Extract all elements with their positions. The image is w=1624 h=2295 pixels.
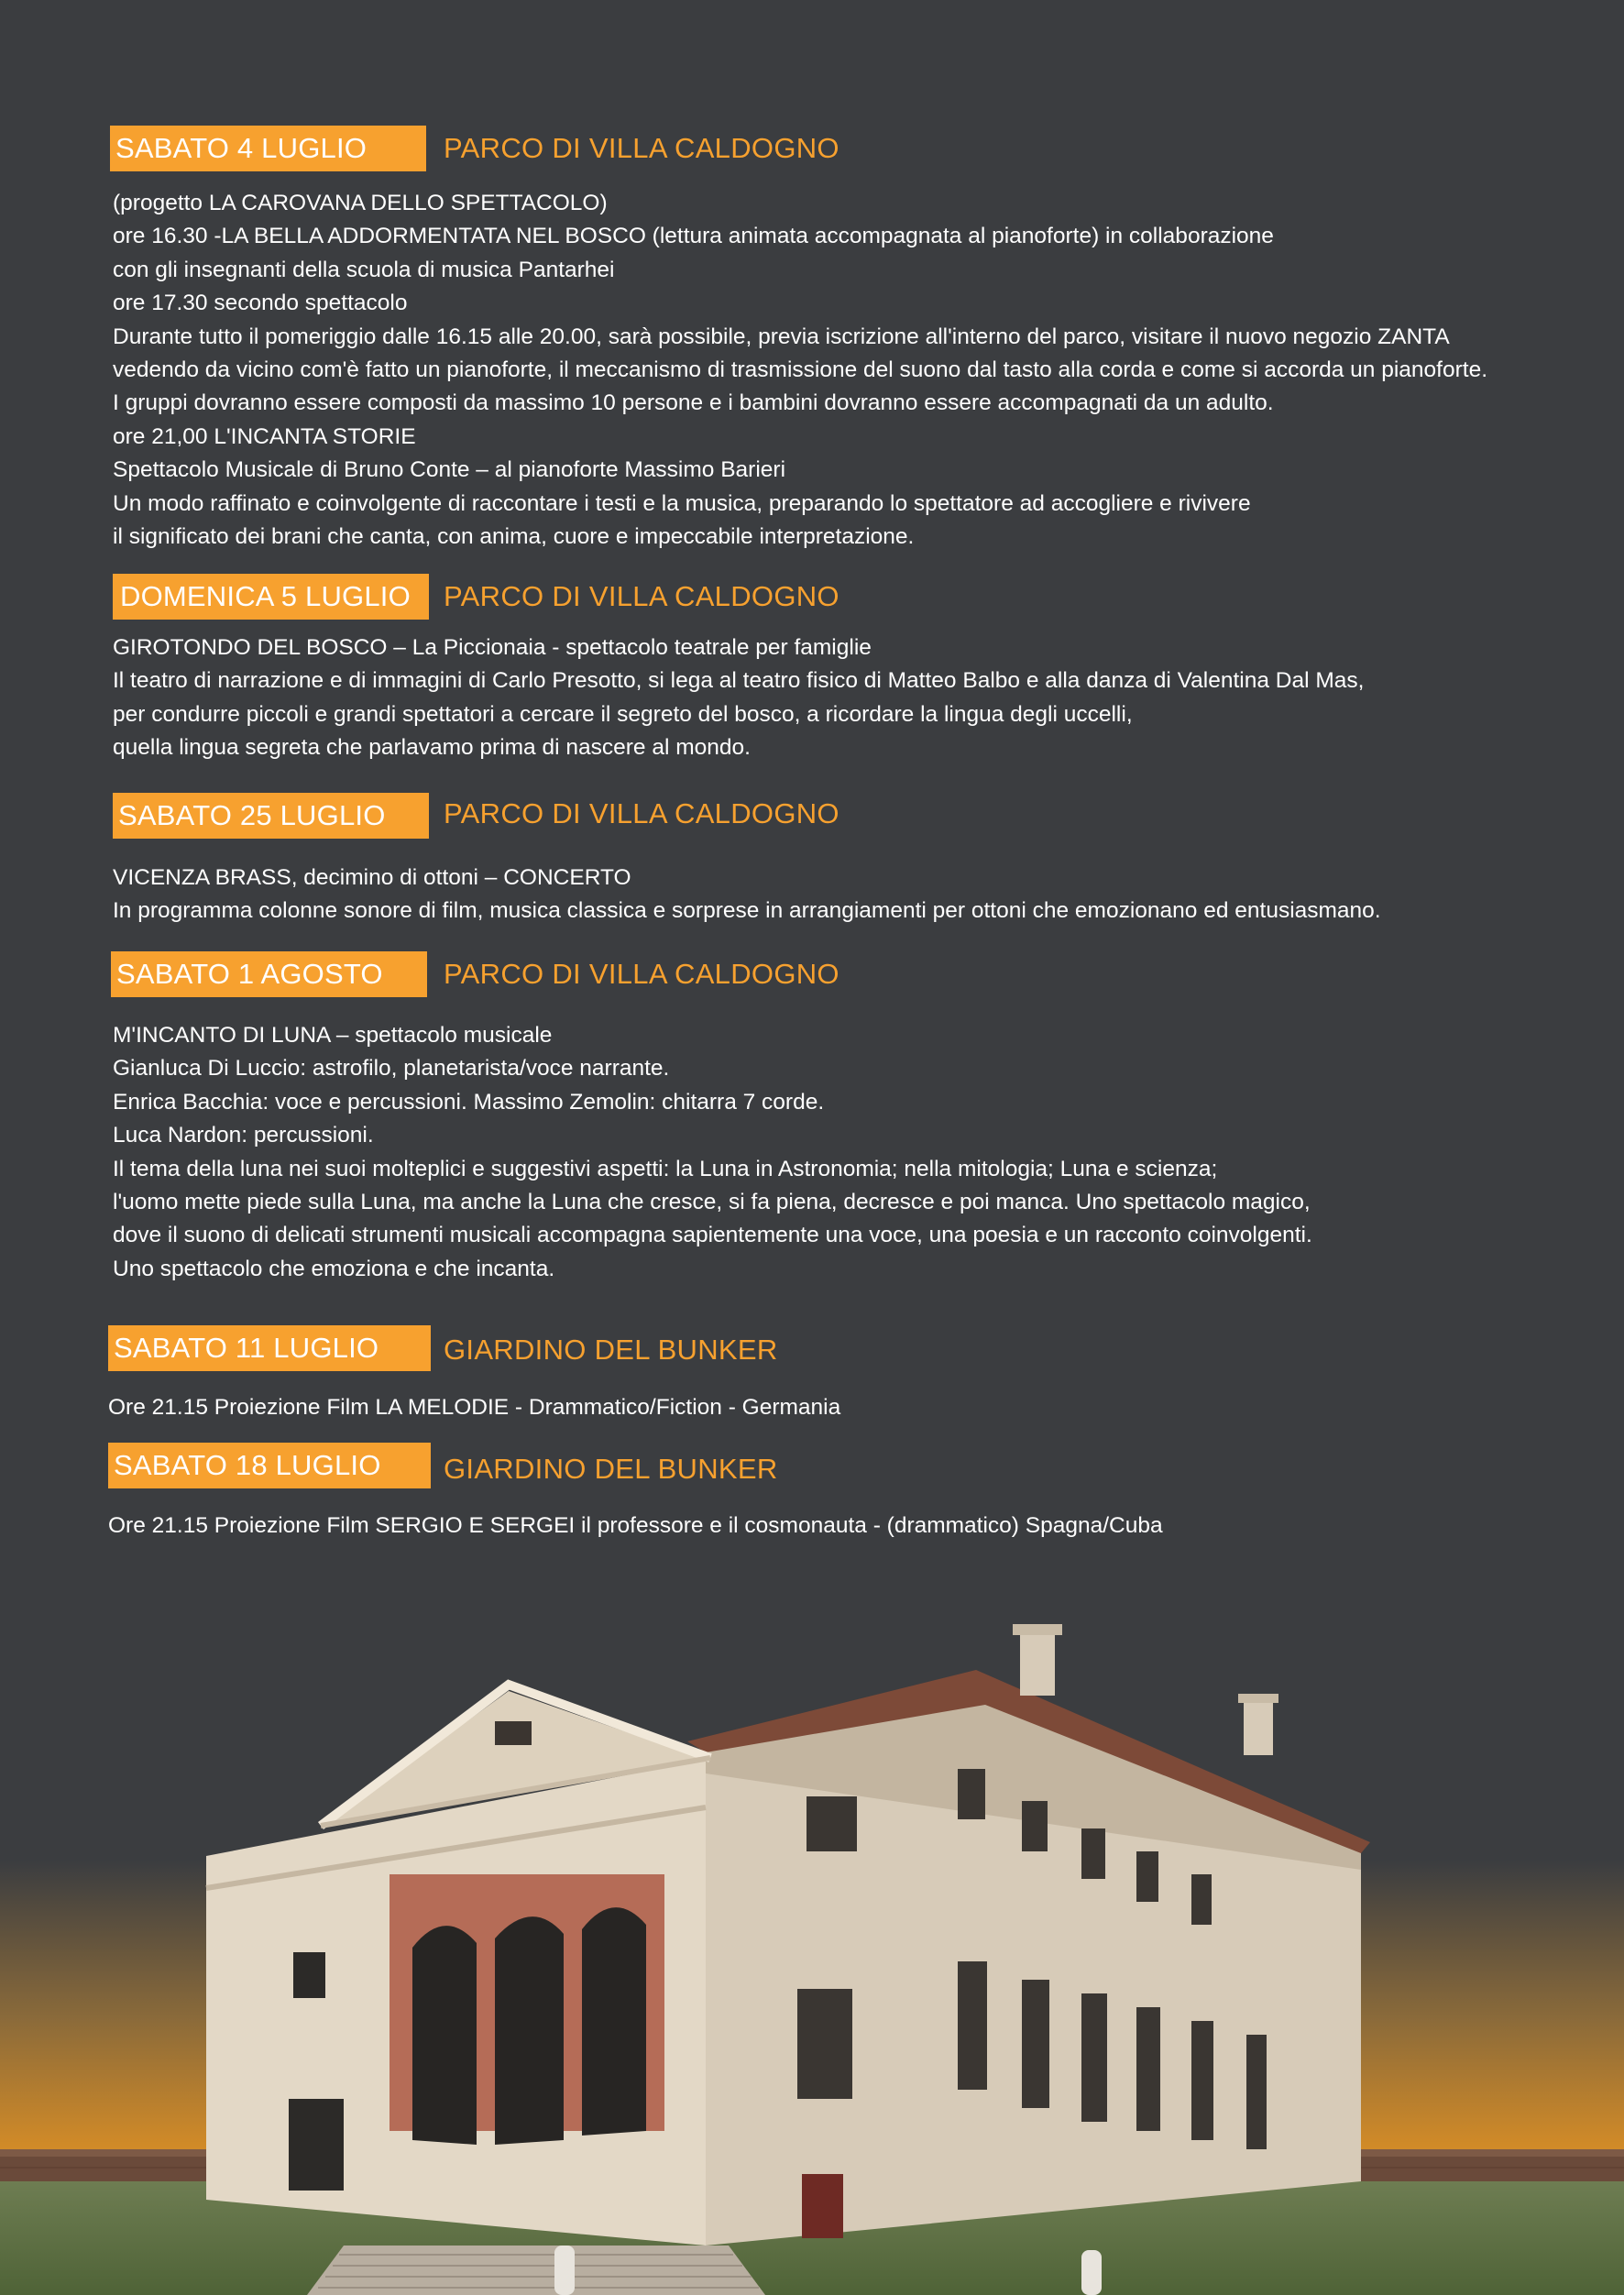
event-description: [113, 631, 1364, 765]
event-line: per condurre piccoli e grandi spettatori a cercare il segreto del bosco, a ricordare la lingua degli uccelli,: [113, 701, 1133, 727]
event-date-badge: SABATO 25 LUGLIO: [113, 793, 429, 839]
event-venue: PARCO DI VILLA CALDOGNO: [444, 132, 839, 164]
event-venue: PARCO DI VILLA CALDOGNO: [444, 580, 839, 612]
event-line: ore 17.30 secondo spettacolo: [113, 291, 408, 316]
event-line: Gianluca Di Luccio: astrofilo, planetarista/voce narrante.: [113, 1056, 670, 1082]
event-date-badge: SABATO 11 LUGLIO: [108, 1325, 431, 1371]
event-venue: GIARDINO DEL BUNKER: [444, 1453, 778, 1485]
event-date-badge: SABATO 18 LUGLIO: [108, 1443, 431, 1488]
pediment-window: [495, 1721, 532, 1745]
event-line: Luca Nardon: percussioni.: [113, 1123, 374, 1148]
event-line: In programma colonne sonore di film, musica classica e sorprese in arrangiamenti per ottoni che emozionano ed entusiasmano.: [113, 898, 1381, 924]
event-line: I gruppi dovranno essere composti da massimo 10 persone e i bambini dovranno essere accompagnati da un adulto.: [113, 390, 1274, 416]
event-line: Il tema della luna nei suoi molteplici e suggestivi aspetti: la Luna in Astronomia; nella mitologia; Luna e scienza;: [113, 1156, 1218, 1181]
event-line: Ore 21.15 Proiezione Film LA MELODIE - Drammatico/Fiction - Germania: [108, 1395, 841, 1420]
event-description: [108, 1510, 1163, 1543]
event-line: vedendo da vicino com'è fatto un pianoforte, il meccanismo di trasmissione del suono dal tasto alla corda e come si accorda un pianoforte.: [113, 357, 1488, 383]
event-line: M'INCANTO DI LUNA – spettacolo musicale: [113, 1023, 553, 1048]
event-line: Durante tutto il pomeriggio dalle 16.15 alle 20.00, sarà possibile, previa iscrizione all'interno del parco, visitare il nuovo negozio ZANTA: [113, 324, 1450, 349]
event-line: GIROTONDO DEL BOSCO – La Piccionaia - spettacolo teatrale per famiglie: [113, 635, 872, 660]
event-line: VICENZA BRASS, decimino di ottoni – CONCERTO: [113, 865, 631, 890]
event-description: [113, 862, 1381, 928]
event-venue: PARCO DI VILLA CALDOGNO: [444, 958, 839, 990]
event-description: [108, 1391, 840, 1424]
event-date-badge: SABATO 1 AGOSTO: [111, 951, 427, 997]
event-line: Uno spettacolo che emoziona e che incanta.: [113, 1256, 555, 1281]
event-line: (progetto LA CAROVANA DELLO SPETTACOLO): [113, 191, 608, 215]
event-line: Un modo raffinato e coinvolgente di raccontare i testi e la musica, preparando lo spettatore ad accogliere e rivivere: [113, 490, 1251, 516]
event-line: ore 21,00 L'INCANTA STORIE: [113, 423, 416, 449]
event-venue: PARCO DI VILLA CALDOGNO: [444, 797, 839, 829]
event-line: Il teatro di narrazione e di immagini di Carlo Presotto, si lega al teatro fisico di Matteo Balbo e alla danza di Valentina Dal Mas,: [113, 668, 1365, 694]
event-description: [113, 1019, 1312, 1286]
event-description: [113, 187, 1487, 554]
event-venue: GIARDINO DEL BUNKER: [444, 1334, 778, 1366]
event-line: con gli insegnanti della scuola di musica Pantarhei: [113, 257, 615, 282]
event-line: quella lingua segreta che parlavamo prima di nascere al mondo.: [113, 735, 751, 761]
event-line: l'uomo mette piede sulla Luna, ma anche la Luna che cresce, si fa piena, decresce e poi manca. Uno spettacolo magico,: [113, 1190, 1311, 1215]
event-line: Enrica Bacchia: voce e percussioni. Massimo Zemolin: chitarra 7 corde.: [113, 1089, 825, 1115]
event-date-badge: SABATO 4 LUGLIO: [110, 126, 426, 171]
event-line: il significato dei brani che canta, con anima, cuore e impeccabile interpretazione.: [113, 524, 915, 550]
event-line: dove il suono di delicati strumenti musicali accompagna sapientemente una voce, una poesia e un racconto coinvolgenti.: [113, 1223, 1312, 1248]
event-line: Spettacolo Musicale di Bruno Conte – al pianoforte Massimo Barieri: [113, 457, 786, 483]
event-line: ore 16.30 -LA BELLA ADDORMENTATA NEL BOSCO (lettura animata accompagnata al pianoforte) in collaborazione: [113, 224, 1274, 249]
villa-caldogno-image: [179, 1613, 1388, 2295]
event-line: Ore 21.15 Proiezione Film SERGIO E SERGEI il professore e il cosmonauta - (drammatico) Spagna/Cuba: [108, 1513, 1163, 1538]
event-date-badge: DOMENICA 5 LUGLIO: [113, 574, 429, 620]
